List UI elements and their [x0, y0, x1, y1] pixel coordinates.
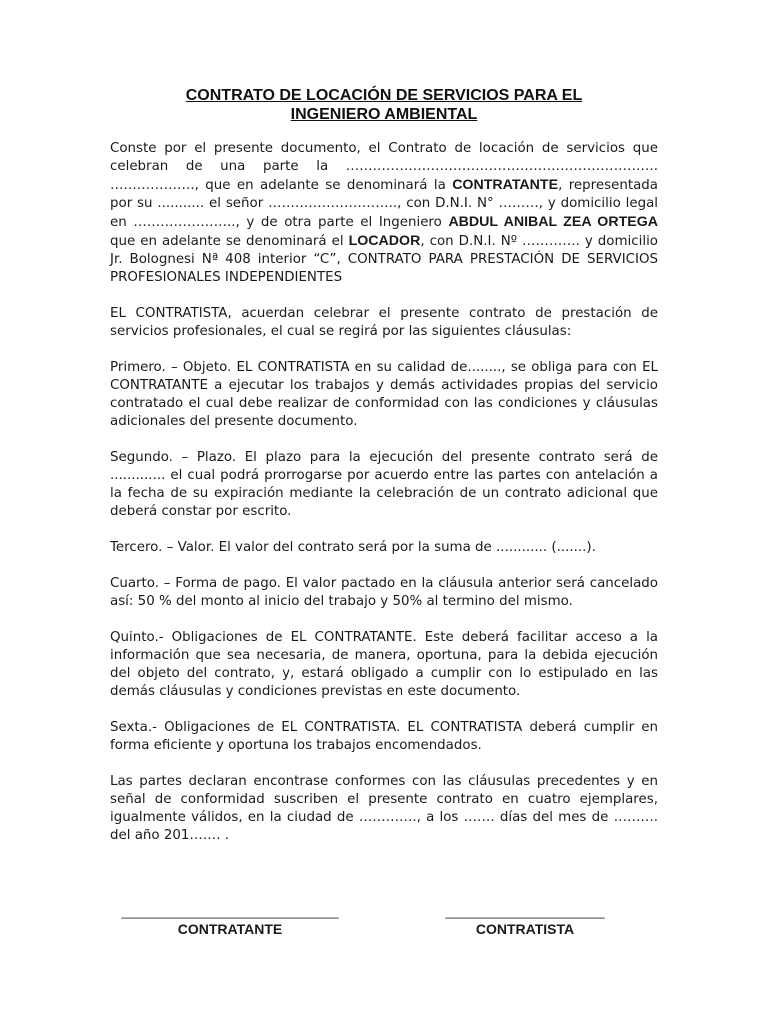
document-title — [110, 86, 658, 124]
clause-primero: Primero. – Objeto. EL CONTRATISTA en su calidad de........, se obliga para con EL CONTRATANTE a ejecutar los trabajos y demás actividades propias del servicio contratado el cual debe realizar de conformidad con las condiciones y cláusulas adicionales del presente documento. — [110, 360, 658, 429]
agreement-paragraph: EL CONTRATISTA, acuerdan celebrar el presente contrato de prestación de servicios profesionales, el cual se regirá por las siguientes cláusulas: — [110, 306, 658, 339]
title-line-1: CONTRATO DE LOCACIÓN DE SERVICIOS PARA EL — [185, 87, 583, 104]
locador-term: LOCADOR — [348, 233, 421, 249]
intro-paragraph — [110, 140, 658, 287]
contratante-term: CONTRATANTE — [452, 177, 559, 193]
signature-label-contratista: CONTRATISTA — [475, 921, 575, 937]
intro-text-4: , con D.N.I. Nº …………. y domicilio Jr. Bolognesi Nª 408 interior “C”, CONTRATO PARA PRESTACIÓN DE SERVICIOS PROFESIONALES INDEPENDIENTES — [110, 234, 658, 285]
signature-label-contratante: CONTRATANTE — [177, 921, 283, 937]
clause-tercero: Tercero. – Valor. El valor del contrato será por la suma de ............ (.......). — [110, 540, 596, 555]
clause-cuarto: Cuarto. – Forma de pago. El valor pactado en la cláusula anterior será cancelado así: 50 % del monto al inicio del trabajo y 50% al termino del mismo. — [110, 576, 658, 609]
intro-text-3: que en adelante se denominará el — [110, 234, 349, 249]
signature-line: ______________________________ — [121, 904, 339, 919]
title-line-2: INGENIERO AMBIENTAL — [290, 106, 478, 123]
intro-text-2: , representada por su ........... el señor ……………………….., con D.N.I. N° ………, y domicilio legal en ………………….., y de otra parte el Ingeniero — [110, 178, 658, 230]
closing-paragraph: Las partes declaran encontrase conformes con las cláusulas precedentes y en señal de conformidad suscriben el presente contrato en cuatro ejemplares, igualmente válidos, en la ciudad de …………., a los ……. días del mes de ………. del año 201……. . — [110, 774, 658, 843]
engineer-name: ABDUL ANIBAL ZEA ORTEGA — [448, 214, 658, 230]
intro-text-1: Conste por el presente documento, el Contrato de locación de servicios que celebran de una parte la ……………………………………………………………. ………………., que en adelante se denominará la — [110, 141, 658, 193]
clause-sexta: Sexta.- Obligaciones de EL CONTRATISTA. EL CONTRATISTA deberá cumplir en forma eficiente y oportuna los trabajos encomendados. — [110, 720, 658, 753]
clause-segundo: Segundo. – Plazo. El plazo para la ejecución del presente contrato será de ............. el cual podrá prorrogarse por acuerdo entre las partes con antelación a la fecha de su expiración mediante la celebración de un contrato adicional que deberá constar por escrito. — [110, 450, 658, 519]
signature-block-contratante — [108, 904, 352, 938]
clause-quinto: Quinto.- Obligaciones de EL CONTRATANTE. Este deberá facilitar acceso a la información que sea necesaria, de manera, oportuna, para la debida ejecución del objeto del contrato, y, estará obligado a cumplir con lo estipulado en las demás cláusulas y condiciones previstas en este documento. — [110, 630, 658, 699]
signature-block-contratista — [434, 904, 616, 938]
signature-line: ______________________ — [445, 904, 605, 919]
document-body — [110, 140, 658, 863]
